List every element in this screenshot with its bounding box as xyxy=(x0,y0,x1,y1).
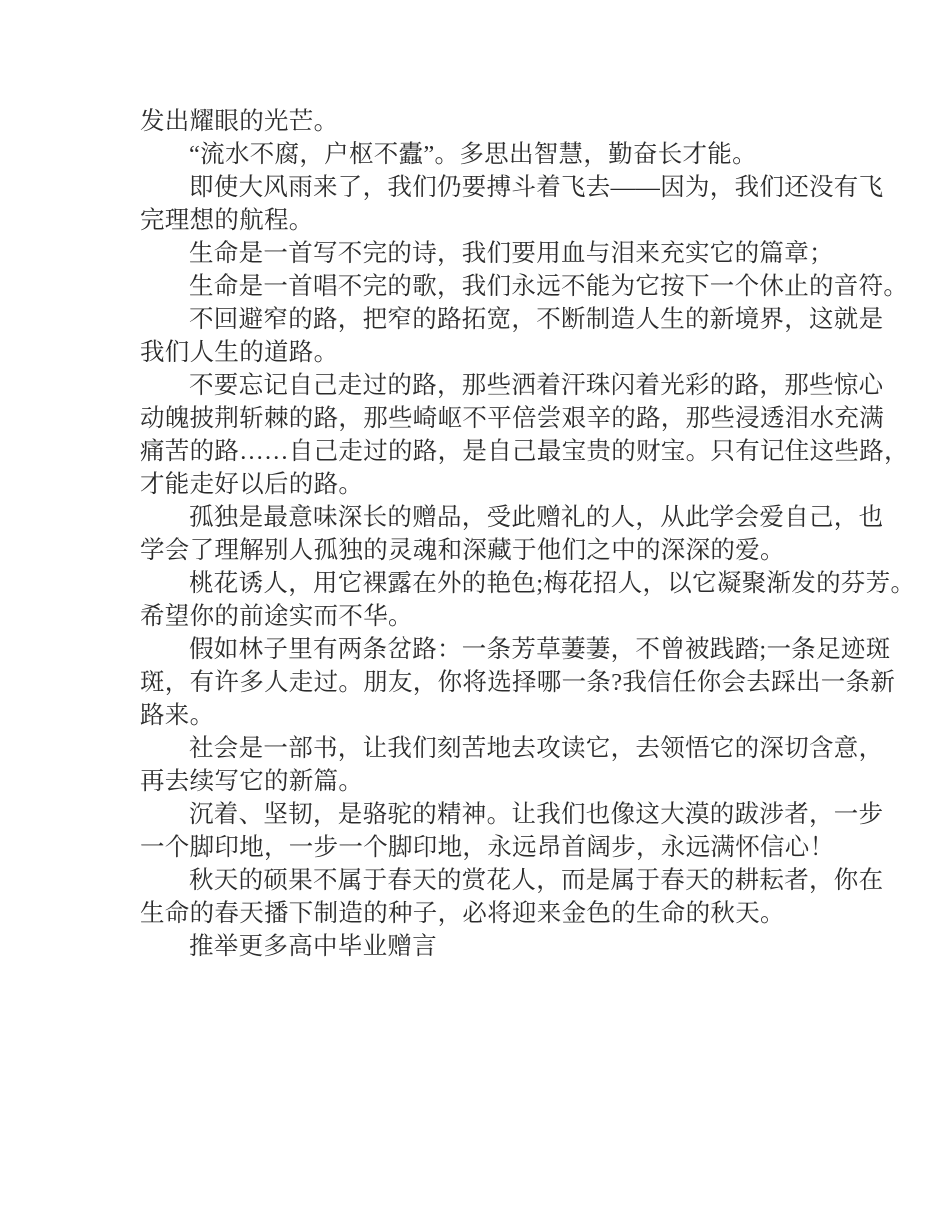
text-line: 学会了理解别人孤独的灵魂和深藏于他们之中的深深的爱。 xyxy=(140,537,785,564)
text-line: 生命是一首唱不完的歌，我们永远不能为它按下一个休止的音符。 xyxy=(189,273,909,300)
text-line: 一个脚印地，一步一个脚印地，永远昂首阔步，永远满怀信心！ xyxy=(140,834,835,861)
text-line: 孤独是最意味深长的赠品，受此赠礼的人，从此学会爱自己，也 xyxy=(189,504,884,531)
text-line: 社会是一部书，让我们刻苦地去攻读它，去领悟它的深切含意， xyxy=(189,735,884,762)
text-line: 不回避窄的路，把窄的路拓宽，不断制造人生的新境界，这就是 xyxy=(189,306,884,333)
text-line: 完理想的航程。 xyxy=(140,207,314,234)
text-line: 沉着、坚韧，是骆驼的精神。让我们也像这大漠的跋涉者，一步 xyxy=(189,801,884,828)
text-line: 动魄披荆斩棘的路，那些崎岖不平倍尝艰辛的路，那些浸透泪水充满 xyxy=(140,405,884,432)
text-line: 不要忘记自己走过的路，那些洒着汗珠闪着光彩的路，那些惊心 xyxy=(189,372,884,399)
text-line: 秋天的硕果不属于春天的赏花人，而是属于春天的耕耘者，你在 xyxy=(189,867,884,894)
text-line: 即使大风雨来了，我们仍要搏斗着飞去——因为，我们还没有飞 xyxy=(189,174,884,201)
text-line: 路来。 xyxy=(140,702,215,729)
text-line: 假如林子里有两条岔路：一条芳草萋萋，不曾被践踏;一条足迹斑 xyxy=(189,636,891,663)
text-line: 再去续写它的新篇。 xyxy=(140,768,364,795)
text-line: 桃花诱人，用它裸露在外的艳色;梅花招人，以它凝聚渐发的芬芳。 xyxy=(189,570,916,597)
text-line: 生命是一首写不完的诗，我们要用血与泪来充实它的篇章； xyxy=(189,240,834,267)
text-line: “流水不腐，户枢不蠹”。多思出智慧，勤奋长才能。 xyxy=(189,141,757,168)
text-line: 发出耀眼的光芒。 xyxy=(140,108,339,135)
text-line: 希望你的前途实而不华。 xyxy=(140,603,413,630)
text-line: 我们人生的道路。 xyxy=(140,339,339,366)
text-line: 痛苦的路……自己走过的路，是自己最宝贵的财宝。只有记住这些路， xyxy=(140,438,909,465)
text-line: 斑，有许多人走过。朋友，你将选择哪一条?我信任你会去踩出一条新 xyxy=(140,669,896,696)
text-line: 生命的春天播下制造的种子，必将迎来金色的生命的秋天。 xyxy=(140,900,785,927)
text-line: 推举更多高中毕业赠言 xyxy=(189,933,437,960)
text-line: 才能走好以后的路。 xyxy=(140,471,364,498)
